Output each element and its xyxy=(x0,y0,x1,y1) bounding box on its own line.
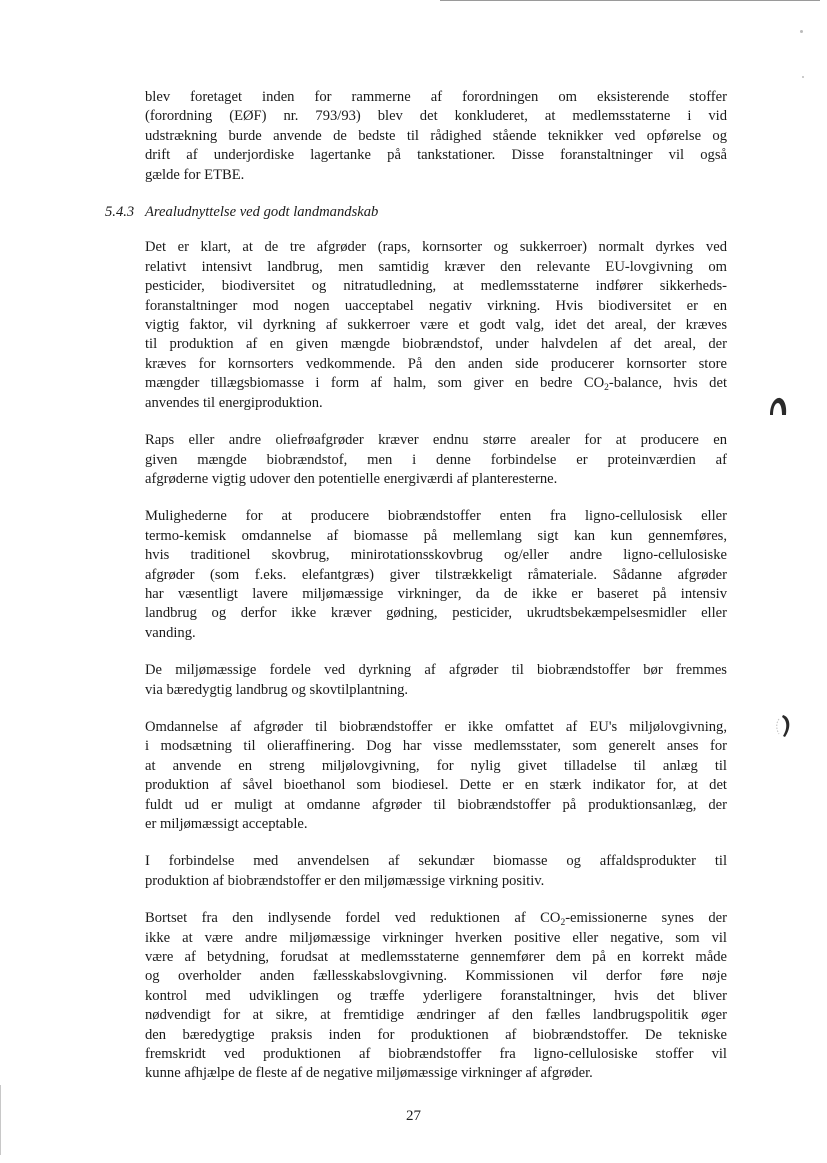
subscript: 2 xyxy=(604,383,609,394)
text-line xyxy=(145,909,727,928)
text-line: drift af underjordiske lagertanke på tankstationer. Disse foranstaltninger vil også xyxy=(145,147,727,164)
text-line xyxy=(145,374,727,393)
text-line: De miljømæssige fordele ved dyrkning af afgrøder til biobrændstoffer bør fremmes xyxy=(145,662,727,679)
text-line: Raps eller andre oliefrøafgrøder kræver endnu større arealer for at producere en xyxy=(145,432,727,449)
text-line: Mulighederne for at producere biobrændstoffer enten fra ligno-cellulosisk eller xyxy=(145,508,727,525)
text-line: produktion af såvel bioethanol som biodiesel. Dette er en stærk indikator for, at det xyxy=(145,777,727,794)
text-line: den bæredygtige praksis inden for produktionen af biobrændstoffer. De tekniske xyxy=(145,1026,727,1043)
body-text xyxy=(105,88,727,1102)
text-line: til produktion af en given mængde biobrændstof, under halvdelen af det areal, der xyxy=(145,336,727,353)
text-line: landbrug og derfor ikke kræver gødning, pesticider, ukrudtsbekæmpelsesmidler eller xyxy=(145,605,727,622)
scan-speck xyxy=(800,30,803,33)
text-line: fuldt ud er muligt at omdanne afgrøder til biobrændstoffer på produktionsanlæg, der xyxy=(145,796,727,813)
section-heading xyxy=(105,203,727,222)
paragraph-2 xyxy=(145,238,727,413)
text-line: fremskridt ved produktionen af biobrændstoffer fra ligno-cellulosiske stoffer vil xyxy=(145,1046,727,1063)
text-line: Omdannelse af afgrøder til biobrændstoffer er ikke omfattet af EU's miljølovgivning, xyxy=(145,718,727,735)
text-line: blev foretaget inden for rammerne af forordningen om eksisterende stoffer xyxy=(145,89,727,105)
text-line: given mængde biobrændstof, men i denne forbindelse er proteinværdien af xyxy=(145,451,727,468)
text-line: at anvende en streng miljølovgivning, for nylig givet tilladelse til anlæg til xyxy=(145,757,727,774)
text-fragment: -emissionerne synes der xyxy=(565,910,727,927)
text-line: vanding. xyxy=(145,624,196,641)
text-fragment: -balance, hvis det xyxy=(608,375,727,392)
paragraph-3 xyxy=(145,431,727,489)
scan-top-edge xyxy=(440,0,820,1)
text-line: afgrøder (som f.eks. elefantgræs) giver tilstrækkeligt råmateriale. Sådanne afgrøder xyxy=(145,566,727,583)
section-number: 5.4.3 xyxy=(105,204,135,221)
text-line: udstrækning burde anvende de bedste til rådighed stående teknikker ved opførelse og xyxy=(145,127,727,144)
text-line: produktion af biobrændstoffer er den miljømæssige virkning positiv. xyxy=(145,872,545,889)
text-line: termo-kemisk omdannelse af biomasse på mellemlang sigt kan kun gennemføres, xyxy=(145,527,727,544)
text-line: nødvendigt for at sikre, at fremtidige ændringer af den fælles landbrugspolitik øger xyxy=(145,1007,727,1024)
section-title: Arealudnyttelse ved godt landmandskab xyxy=(145,204,379,221)
paragraph-7 xyxy=(145,852,727,891)
text-line: er miljømæssigt acceptable. xyxy=(145,816,308,832)
paragraph-8 xyxy=(145,909,727,1084)
text-line: ikke at være andre miljømæssige virkninger hverken positive eller negative, som vil xyxy=(145,929,727,946)
text-line: være af betydning, forudsat at medlemsstaterne gennemfører dem på en korrekt måde xyxy=(145,949,727,966)
text-line: kræves for kornsorters vedkommende. På den anden side producerer kornsorter store xyxy=(145,355,727,372)
text-line: har væsentligt lavere miljømæssige virkninger, da de ikke er baseret på intensiv xyxy=(145,585,727,602)
text-line: I forbindelse med anvendelsen af sekundær biomasse og affaldsprodukter til xyxy=(145,853,727,870)
text-line: hvis traditionel skovbrug, minirotationsskovbrug og/eller andre ligno-cellulosiske xyxy=(145,547,727,564)
text-line: (forordning (EØF) nr. 793/93) blev det konkluderet, at medlemsstaterne i vid xyxy=(145,108,727,125)
subscript: 2 xyxy=(560,918,566,929)
text-line: relativt intensivt landbrug, men samtidig kræver den relevante EU-lovgivning om xyxy=(145,258,727,275)
punch-hole-mark-icon xyxy=(775,713,793,739)
page-number: 27 xyxy=(406,1108,421,1124)
text-line: via bæredygtig landbrug og skovtilplantning. xyxy=(145,681,409,698)
text-line: Det er klart, at de tre afgrøder (raps, kornsorter og sukkerroer) normalt dyrkes ved xyxy=(145,239,727,256)
text-line: foranstaltninger mod nogen uacceptabel negativ virkning. Hvis biodiversitet er en xyxy=(145,297,727,314)
text-line: og overholder anden fællesskabslovgivning. Kommissionen vil derfor føre nøje xyxy=(145,968,727,985)
punch-hole-mark-icon xyxy=(768,395,788,417)
text-line: gælde for ETBE. xyxy=(145,166,245,183)
text-line: kontrol med udviklingen og træffe yderligere foranstaltninger, hvis det bliver xyxy=(145,987,727,1004)
paragraph-5 xyxy=(145,661,727,700)
text-fragment: mængder tillægsbiomasse i form af halm, som giver en bedre CO xyxy=(145,375,605,392)
paragraph-6 xyxy=(145,718,727,834)
text-line: vigtig faktor, vil dyrkning af sukkerroer være et godt valg, idet det areal, der kræves xyxy=(145,317,727,334)
scan-speck xyxy=(802,76,804,78)
paragraph-4 xyxy=(145,507,727,643)
text-fragment: Bortset fra den indlysende fordel ved reduktionen af CO xyxy=(145,910,561,927)
text-line: afgrøderne vigtig udover den potentielle energiværdi af planteresterne. xyxy=(145,470,558,487)
text-line: kunne afhjælpe de fleste af de negative miljømæssige virkninger af afgrøder. xyxy=(145,1065,593,1082)
text-line: anvendes til energiproduktion. xyxy=(145,394,323,411)
text-line: i modsætning til olieraffinering. Dog har visse medlemsstater, som generelt anses for xyxy=(145,738,727,755)
text-line: pesticider, biodiversitet og nitratudledning, at medlemsstaterne indfører sikkerheds- xyxy=(145,278,727,295)
paragraph-1 xyxy=(145,88,727,185)
